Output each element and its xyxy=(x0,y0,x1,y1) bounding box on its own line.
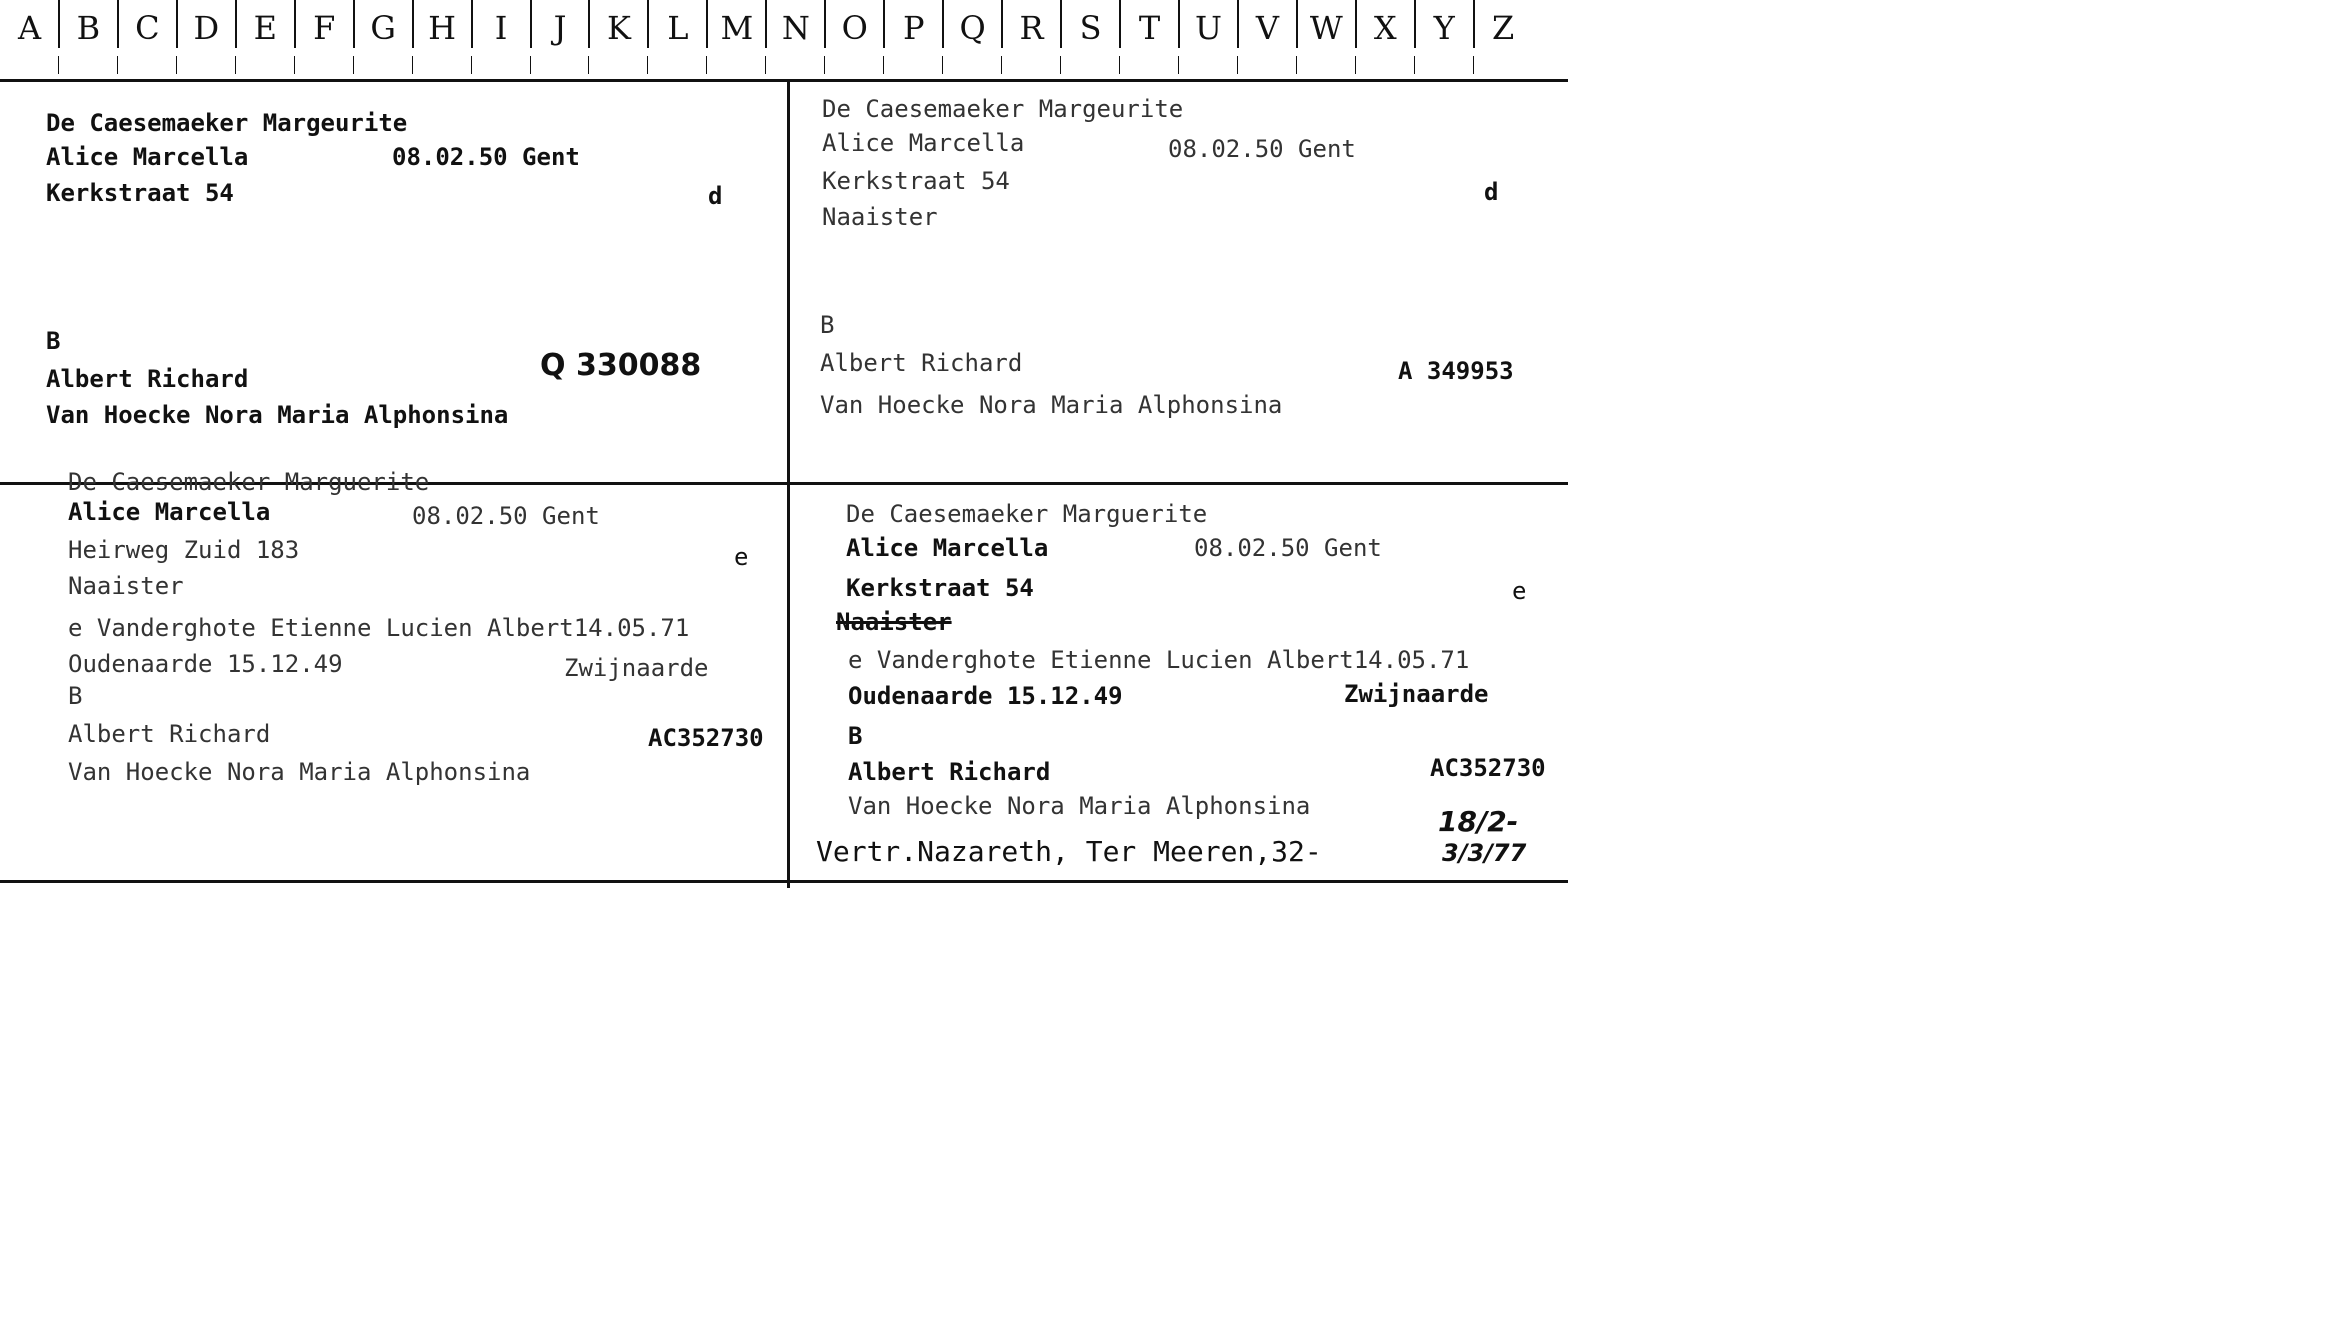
card-marker: d xyxy=(1484,178,1499,206)
card-number: AC352730 xyxy=(648,724,764,752)
alpha-letter-n: N xyxy=(781,9,810,47)
card-occupation-struck: Naaister xyxy=(836,608,952,636)
alpha-letter-f: F xyxy=(313,9,336,47)
card-address: Heirweg Zuid 183 xyxy=(68,536,300,564)
alpha-letter-v: V xyxy=(1255,9,1279,47)
card-b-letter: B xyxy=(46,327,61,355)
alpha-letter-r: R xyxy=(1019,9,1044,47)
alpha-letter-u: U xyxy=(1194,9,1222,47)
alpha-tick xyxy=(824,56,825,74)
card-spouse-town: Zwijnaarde xyxy=(564,654,709,682)
card-given-names: Alice Marcella xyxy=(846,534,1049,562)
alpha-letter-p: P xyxy=(902,9,925,47)
alphabet-index-header xyxy=(0,0,1568,80)
card-name-line: De Caesemaeker Margeurite xyxy=(46,109,408,137)
card-spouse-place: Oudenaarde 15.12.49 xyxy=(68,650,343,678)
alpha-tick xyxy=(765,56,766,74)
card-number: AC352730 xyxy=(1430,754,1546,782)
alpha-letter-i: I xyxy=(494,9,508,47)
alpha-tick xyxy=(942,56,943,74)
alpha-letter-c: C xyxy=(135,9,160,47)
alpha-tick xyxy=(1473,56,1474,74)
alpha-letter-a: A xyxy=(17,9,42,47)
alpha-tick xyxy=(58,56,59,74)
card-b-letter: B xyxy=(848,722,863,750)
card-marker: e xyxy=(1512,577,1527,605)
handwritten-date-top: 18/2- xyxy=(1438,805,1519,838)
card-number: Q 330088 xyxy=(540,348,702,383)
card-given-names: Alice Marcella xyxy=(68,498,271,526)
card-spouse: e Vanderghote Etienne Lucien Albert14.05.71 xyxy=(848,646,1470,674)
card-name-line: De Caesemaeker Marguerite xyxy=(846,500,1208,528)
alpha-letter-b: B xyxy=(76,9,101,47)
card-top-left xyxy=(0,80,787,482)
alpha-tick xyxy=(294,56,295,74)
card-name-line: De Caesemaeker Margeurite xyxy=(822,95,1184,123)
alpha-tick xyxy=(1296,56,1297,74)
alpha-tick xyxy=(1414,56,1415,74)
card-b-letter: B xyxy=(820,311,835,339)
card-address: Kerkstraat 54 xyxy=(822,167,1010,195)
alpha-tick xyxy=(176,56,177,74)
alpha-tick xyxy=(1001,56,1002,74)
card-father: Albert Richard xyxy=(46,365,249,393)
card-spouse: e Vanderghote Etienne Lucien Albert14.05.71 xyxy=(68,614,690,642)
alpha-letter-s: S xyxy=(1079,9,1102,47)
alpha-letter-m: M xyxy=(720,9,754,47)
alpha-letter-x: X xyxy=(1373,9,1397,47)
alpha-letter-l: L xyxy=(667,9,689,47)
card-marker: d xyxy=(708,182,723,210)
alpha-letter-j: J xyxy=(553,9,567,47)
card-mother: Van Hoecke Nora Maria Alphonsina xyxy=(820,391,1283,419)
alpha-tick xyxy=(1355,56,1356,74)
card-top-right xyxy=(790,80,1568,482)
alpha-tick xyxy=(412,56,413,74)
alpha-tick xyxy=(235,56,236,74)
alpha-letter-o: O xyxy=(841,9,868,47)
card-mother: Van Hoecke Nora Maria Alphonsina xyxy=(46,401,509,429)
card-bottom-right xyxy=(790,485,1568,880)
card-birth-date: 08.02.50 Gent xyxy=(1194,534,1382,562)
alpha-letter-e: E xyxy=(253,9,277,47)
card-occupation: Naaister xyxy=(822,203,938,231)
handwritten-date-bottom: 3/3/77 xyxy=(1442,839,1527,867)
alpha-letter-y: Y xyxy=(1433,9,1455,47)
card-mother: Van Hoecke Nora Maria Alphonsina xyxy=(68,758,531,786)
card-given-names: Alice Marcella xyxy=(46,143,249,171)
alpha-tick xyxy=(588,56,589,74)
card-spouse-town: Zwijnaarde xyxy=(1344,680,1489,708)
card-b-letter: B xyxy=(68,682,83,710)
alpha-tick xyxy=(530,56,531,74)
card-mother: Van Hoecke Nora Maria Alphonsina xyxy=(848,792,1311,820)
card-given-names: Alice Marcella xyxy=(822,129,1025,157)
card-occupation: Naaister xyxy=(68,572,184,600)
alpha-letter-q: Q xyxy=(959,9,986,47)
alpha-letter-z: Z xyxy=(1492,9,1515,47)
alpha-tick xyxy=(117,56,118,74)
card-father: Albert Richard xyxy=(820,349,1023,377)
alpha-letter-h: H xyxy=(428,9,457,47)
card-father: Albert Richard xyxy=(848,758,1051,786)
alpha-tick xyxy=(353,56,354,74)
card-marker: e xyxy=(734,543,749,571)
card-father: Albert Richard xyxy=(68,720,271,748)
alpha-tick xyxy=(1060,56,1061,74)
card-name-line: De Caesemaeker Marguerite xyxy=(68,468,430,496)
card-bottom-left xyxy=(0,468,787,880)
alpha-tick xyxy=(1119,56,1120,74)
bottom-divider xyxy=(0,880,1568,883)
card-birth-date: 08.02.50 Gent xyxy=(1168,135,1356,163)
alpha-tick xyxy=(1237,56,1238,74)
alpha-letter-w: W xyxy=(1309,9,1343,47)
alpha-tick xyxy=(1178,56,1179,74)
alpha-tick xyxy=(647,56,648,74)
alpha-letter-g: G xyxy=(370,9,396,47)
alpha-tick xyxy=(706,56,707,74)
card-number: A 349953 xyxy=(1398,357,1514,385)
card-birth-date: 08.02.50 Gent xyxy=(412,502,600,530)
alpha-letter-d: D xyxy=(193,9,220,47)
card-address: Kerkstraat 54 xyxy=(46,179,234,207)
card-address: Kerkstraat 54 xyxy=(846,574,1034,602)
card-spouse-place: Oudenaarde 15.12.49 xyxy=(848,682,1123,710)
card-footer-note: Vertr.Nazareth, Ter Meeren,32- xyxy=(816,835,1322,868)
alpha-letter-k: K xyxy=(607,9,631,47)
alpha-tick xyxy=(471,56,472,74)
card-birth-date: 08.02.50 Gent xyxy=(392,143,580,171)
alpha-letter-t: T xyxy=(1138,9,1161,47)
alpha-tick xyxy=(883,56,884,74)
